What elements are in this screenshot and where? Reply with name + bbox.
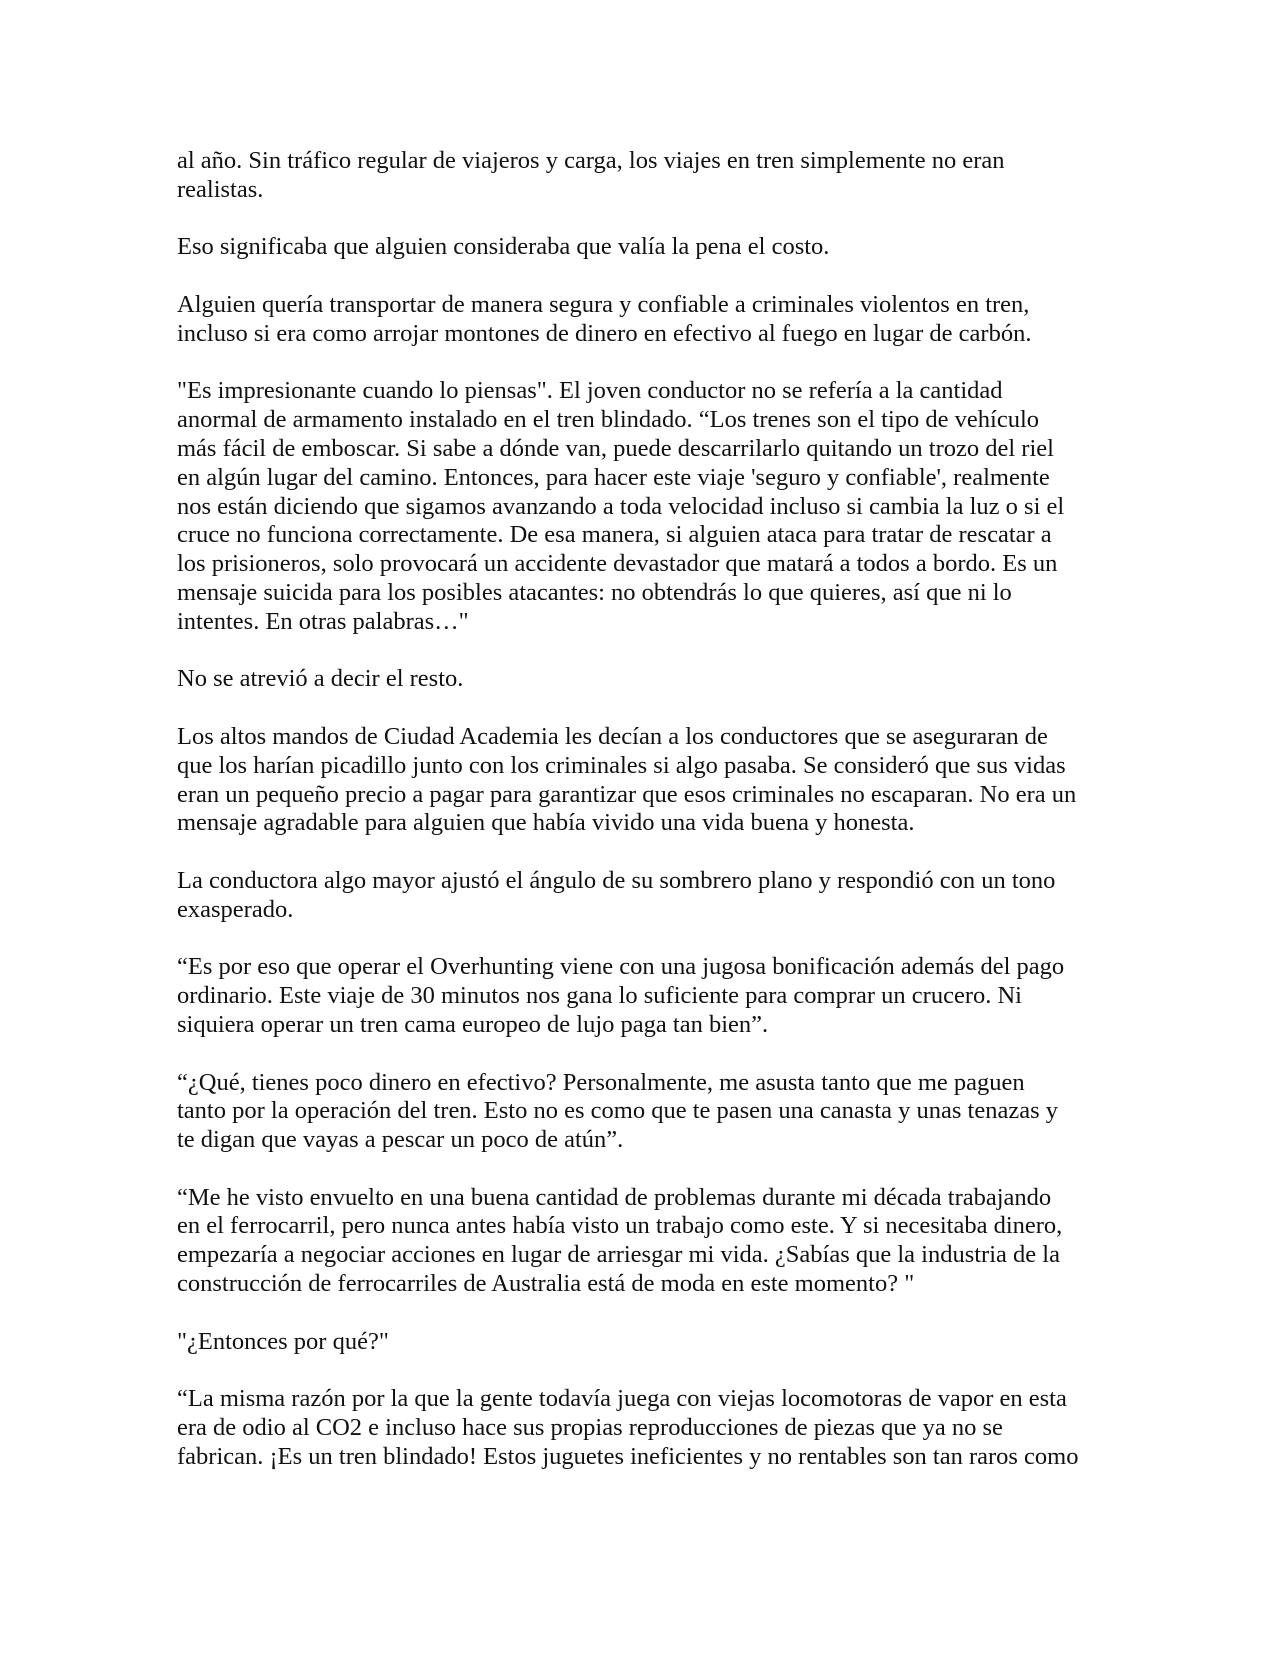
text-line: anormal de armamento instalado en el tren blindado. “Los trenes son el tipo de vehículo [177, 406, 1039, 434]
text-line: “La misma razón por la que la gente todavía juega con viejas locomotoras de vapor en esta [177, 1385, 1067, 1413]
paragraph [177, 1069, 1137, 1155]
paragraph [177, 1184, 1137, 1299]
text-line: cruce no funciona correctamente. De esa manera, si alguien ataca para tratar de rescatar a [177, 521, 1052, 549]
text-line: La conductora algo mayor ajustó el ángulo de su sombrero plano y respondió con un tono [177, 866, 1056, 894]
paragraph [177, 233, 1137, 262]
text-line: “Me he visto envuelto en una buena cantidad de problemas durante mi década trabajando [177, 1183, 1052, 1211]
text-line: ordinario. Este viaje de 30 minutos nos gana lo suficiente para comprar un crucero. Ni [177, 982, 1022, 1010]
text-line: Eso significaba que alguien consideraba que valía la pena el costo. [177, 233, 830, 261]
text-line: construcción de ferrocarriles de Australia está de moda en este momento? " [177, 1270, 915, 1298]
text-line: incluso si era como arrojar montones de dinero en efectivo al fuego en lugar de carbón. [177, 319, 1032, 347]
text-line: tanto por la operación del tren. Esto no es como que te pasen una canasta y unas tenazas y [177, 1097, 1059, 1125]
text-line: No se atrevió a decir el resto. [177, 665, 464, 693]
text-line: Los altos mandos de Ciudad Academia les decían a los conductores que se aseguraran de [177, 722, 1048, 750]
document-page [177, 147, 1137, 1500]
text-line: "Es impresionante cuando lo piensas". El joven conductor no se refería a la cantidad [177, 377, 1003, 405]
text-line: era de odio al CO2 e incluso hace sus propias reproducciones de piezas que ya no se [177, 1414, 1003, 1442]
text-line: realistas. [177, 175, 264, 203]
paragraph [177, 291, 1137, 349]
text-line: al año. Sin tráfico regular de viajeros y carga, los viajes en tren simplemente no eran [177, 147, 1005, 174]
text-line: los prisioneros, solo provocará un accidente devastador que matará a todos a bordo. Es un [177, 550, 1058, 578]
text-line: mensaje suicida para los posibles atacantes: no obtendrás lo que quieres, así que ni lo [177, 578, 1012, 606]
paragraph [177, 953, 1137, 1039]
paragraph [177, 867, 1137, 925]
text-line: “¿Qué, tienes poco dinero en efectivo? Personalmente, me asusta tanto que me paguen [177, 1068, 1025, 1096]
paragraph [177, 723, 1137, 838]
text-line: Alguien quería transportar de manera segura y confiable a criminales violentos en tren, [177, 290, 1030, 318]
text-line: más fácil de emboscar. Si sabe a dónde van, puede descarrilarlo quitando un trozo del riel [177, 434, 1054, 462]
paragraph [177, 1328, 1137, 1357]
text-line: en el ferrocarril, pero nunca antes había visto un trabajo como este. Y si necesitaba dinero, [177, 1212, 1063, 1240]
paragraph [177, 147, 1137, 205]
text-line: mensaje agradable para alguien que había vivido una vida buena y honesta. [177, 809, 915, 837]
paragraph [177, 665, 1137, 694]
paragraph [177, 377, 1137, 636]
text-line: empezaría a negociar acciones en lugar de arriesgar mi vida. ¿Sabías que la industria de la [177, 1241, 1060, 1269]
text-line: exasperado. [177, 895, 294, 923]
text-line: nos están diciendo que sigamos avanzando a toda velocidad incluso si cambia la luz o si el [177, 492, 1065, 520]
text-line: en algún lugar del camino. Entonces, para hacer este viaje 'seguro y confiable', realmente [177, 463, 1050, 491]
paragraph [177, 1385, 1137, 1471]
text-line: siquiera operar un tren cama europeo de lujo paga tan bien”. [177, 1010, 769, 1038]
text-line: fabrican. ¡Es un tren blindado! Estos juguetes ineficientes y no rentables son tan raros como [177, 1442, 1079, 1470]
text-line: eran un pequeño precio a pagar para garantizar que esos criminales no escaparan. No era un [177, 780, 1077, 808]
text-line: te digan que vayas a pescar un poco de atún”. [177, 1126, 624, 1154]
text-line: que los harían picadillo junto con los criminales si algo pasaba. Se consideró que sus vidas [177, 751, 1066, 779]
text-line: "¿Entonces por qué?" [177, 1327, 389, 1355]
text-line: “Es por eso que operar el Overhunting viene con una jugosa bonificación además del pago [177, 953, 1065, 981]
text-line: intentes. En otras palabras…" [177, 607, 469, 635]
